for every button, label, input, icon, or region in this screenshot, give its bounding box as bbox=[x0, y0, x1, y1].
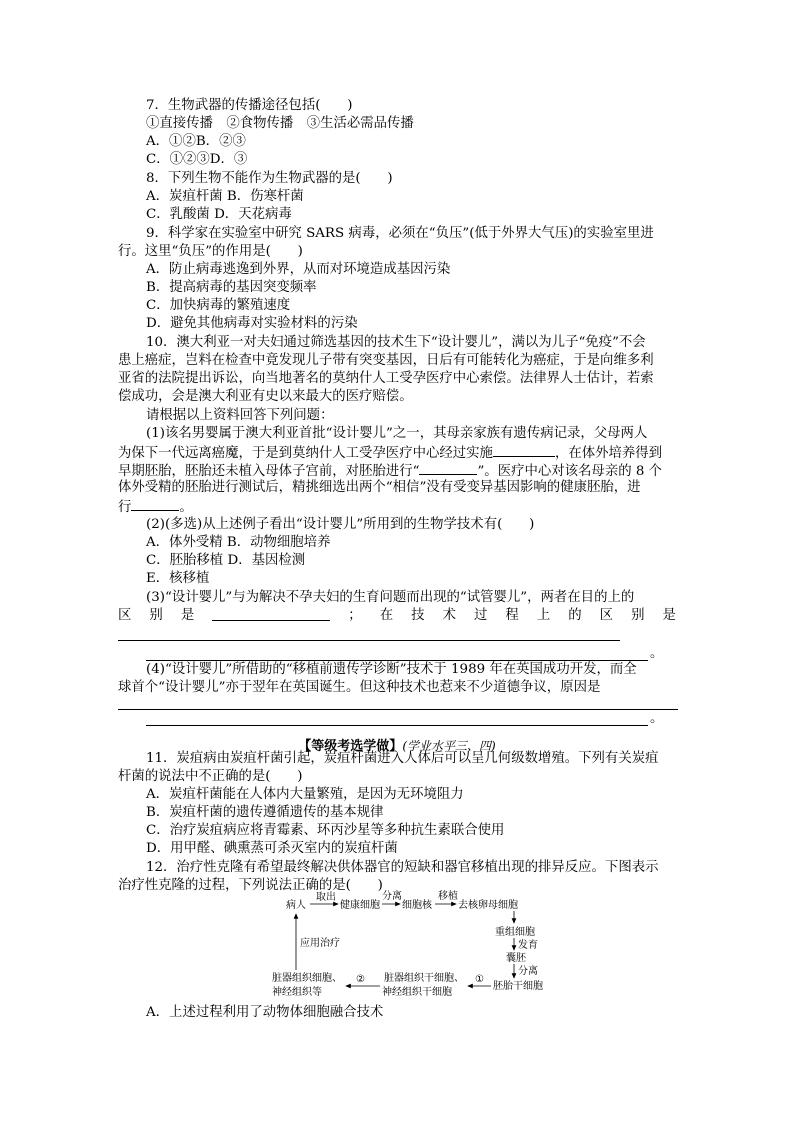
node-organ-stem-line1: 脏器组织干细胞、 bbox=[384, 973, 464, 984]
q8-stem: 8．下列生物不能作为生物武器的是( ) bbox=[146, 171, 393, 186]
q10-passage-line2: 患上癌症，岂料在检查中竟发现儿子带有突变基因，日后有可能转化为癌症，于是向维多利 bbox=[118, 353, 654, 368]
spaced-char: 区 bbox=[118, 608, 132, 623]
q11-choice-a: A．炭疽杆菌能在人体内大量繁殖，是因为无环境阻力 bbox=[146, 787, 464, 802]
therapeutic-cloning-diagram bbox=[260, 890, 560, 1002]
q9-choice-a: A．防止病毒逃逸到外界，从而对环境造成基因污染 bbox=[146, 262, 451, 277]
label-separate: 分离 bbox=[382, 891, 402, 902]
spaced-char: 术 bbox=[442, 608, 456, 623]
spaced-char: 是 bbox=[180, 608, 195, 623]
node-organ-stem-line2: 神经组织干细胞 bbox=[382, 987, 452, 998]
spaced-char: 区 bbox=[599, 608, 614, 623]
q10-sub1-text: 行 bbox=[118, 500, 132, 515]
q9-choice-b: B．提高病毒的基因突变频率 bbox=[146, 280, 317, 295]
q10-sub3-line1: (3)“设计婴儿”与为解决不孕夫妇的生育问题而出现的“试管婴儿”，两者在目的上的 bbox=[146, 590, 635, 605]
q10-sub1-line1: (1)该名男婴属于澳大利亚首批“设计婴儿”之一，其母亲家族有遗传病记录，父母两人 bbox=[146, 426, 648, 441]
node-healthy-cell: 健康细胞 bbox=[340, 900, 380, 911]
q10-sub1-line5 bbox=[118, 497, 193, 517]
q10-sub1-text: ，在体外培养得到 bbox=[554, 446, 663, 461]
q9-choice-d: D．避免其他病毒对实验材料的污染 bbox=[146, 316, 358, 331]
q10-sub1-text: 。 bbox=[179, 500, 193, 515]
answer-line[interactable] bbox=[118, 640, 620, 641]
q10-sub2-choice-e: E．核移植 bbox=[146, 571, 210, 586]
node-nucleus: 细胞核 bbox=[402, 900, 432, 911]
answer-blank[interactable] bbox=[131, 497, 179, 511]
q10-passage-line4: 偿成功，会是澳大利亚有史以来最大的医疗赔偿。 bbox=[118, 389, 413, 404]
label-separate: 分离 bbox=[518, 966, 538, 977]
q10-sub1-line3 bbox=[118, 461, 662, 481]
q10-sub3-line2 bbox=[118, 607, 676, 625]
label-develop: 发育 bbox=[518, 940, 538, 951]
spaced-char: 别 bbox=[631, 608, 645, 623]
answer-blank[interactable] bbox=[212, 607, 330, 621]
q11-choice-b: B．炭疽杆菌的遗传遵循遗传的基本规律 bbox=[146, 805, 384, 820]
q10-sub4-line1: (4)“设计婴儿”所借助的“移植前遗传学诊断”技术于 1989 年在英国成功开发，而全 bbox=[146, 662, 637, 677]
q10-sub1-text: ”。医疗中心对该名母亲的 8 个 bbox=[477, 464, 663, 479]
q10-sub2-stem: (2)(多选)从上述例子看出“设计婴儿”所用到的生物学技术有( ) bbox=[146, 517, 535, 532]
section-title: 【等级考选学做】 bbox=[298, 739, 403, 754]
period: 。 bbox=[650, 711, 664, 726]
q11-stem-line2: 杆菌的说法中不正确的是( ) bbox=[118, 769, 303, 784]
q10-prompt: 请根据以上资料回答下列问题： bbox=[146, 408, 334, 423]
answer-line[interactable] bbox=[146, 725, 648, 726]
node-patient: 病人 bbox=[286, 900, 306, 911]
q7-choices-ab: A．①②B．②③ bbox=[146, 134, 246, 149]
label-step-1: ① bbox=[475, 974, 484, 985]
period: 。 bbox=[650, 646, 664, 661]
q12-choice-a: A．上述过程利用了动物体细胞融合技术 bbox=[146, 1005, 384, 1020]
label-apply-therapy: 应用治疗 bbox=[300, 938, 340, 949]
semicolon: ； bbox=[348, 608, 362, 623]
q10-sub2-choices-cd: C．胚胎移植 D．基因检测 bbox=[146, 553, 306, 568]
q8-choices-ab: A．炭疽杆菌 B．伤寒杆菌 bbox=[146, 189, 304, 204]
spaced-char: 别 bbox=[149, 608, 163, 623]
node-enucleated-egg: 去核卵母细胞 bbox=[458, 900, 518, 911]
q10-passage-line3: 亚省的法院提出诉讼，向当地著名的莫纳什人工受孕医疗中心索偿。法律界人士估计，若索 bbox=[118, 371, 654, 386]
q11-choice-c: C．治疗炭疽病应将青霉素、环丙沙星等多种抗生素联合使用 bbox=[146, 823, 505, 838]
spaced-char: 上 bbox=[536, 608, 551, 623]
q7-choices-cd: C．①②③D．③ bbox=[146, 152, 248, 167]
q9-stem-line2: 行。这里“负压”的作用是( ) bbox=[118, 244, 303, 259]
q7-options: ①直接传播 ②食物传播 ③生活必需品传播 bbox=[146, 116, 414, 131]
spaced-char: 在 bbox=[379, 608, 394, 623]
q11-stem-line1: 11．炭疽病由炭疽杆菌引起，炭疽杆菌进入人体后可以呈几何级数增殖。下列有关炭疽 bbox=[146, 751, 659, 766]
q10-sub1-text: 早期胚胎，胚胎还未植入母体子宫前，对胚胎进行“ bbox=[118, 464, 420, 479]
answer-blank[interactable] bbox=[419, 461, 477, 475]
q12-stem-line2: 治疗性克隆的过程，下列说法正确的是( ) bbox=[118, 878, 383, 893]
q10-sub1-text: 为保下一代远离癌魔，于是到莫纳什人工受孕医疗中心经过实施 bbox=[118, 446, 493, 461]
answer-line[interactable] bbox=[118, 709, 678, 710]
node-recombinant-cell: 重组细胞 bbox=[495, 927, 535, 938]
answer-blank[interactable] bbox=[493, 443, 555, 457]
q11-choice-d: D．用甲醛、碘熏蒸可杀灭室内的炭疽杆菌 bbox=[146, 841, 398, 856]
q9-stem-line1: 9．科学家在实验室中研究 SARS 病毒，必须在“负压”(低于外界大气压)的实验室里进 bbox=[146, 226, 654, 241]
node-blastocyst: 囊胚 bbox=[506, 953, 526, 964]
spaced-char: 程 bbox=[505, 608, 519, 623]
q10-sub1-line4: 体外受精的胚胎进行测试后，精挑细选出两个“相信”没有受变异基因影响的健康胚胎，进 bbox=[118, 480, 641, 495]
q10-sub2-choices-ab: A．体外受精 B．动物细胞培养 bbox=[146, 535, 331, 550]
spaced-char: 技 bbox=[411, 608, 425, 623]
node-organ-cells-line2: 神经组织等 bbox=[272, 987, 322, 998]
q9-choice-c: C．加快病毒的繁殖速度 bbox=[146, 298, 291, 313]
q10-sub4-line2: 球首个“设计婴儿”亦于翌年在英国诞生。但这种技术也惹来不少道德争议，原因是 bbox=[118, 680, 601, 695]
node-organ-cells-line1: 脏器组织细胞、 bbox=[272, 973, 342, 984]
q12-stem-line1: 12．治疗性克隆有希望最终解决供体器官的短缺和器官移植出现的排异反应。下图表示 bbox=[146, 860, 659, 875]
spaced-char: 是 bbox=[662, 608, 676, 623]
spaced-char: 过 bbox=[473, 608, 488, 623]
label-transplant: 移植 bbox=[438, 891, 458, 902]
q8-choices-cd: C．乳酸菌 D．天花病毒 bbox=[146, 207, 292, 222]
spaced-char: 的 bbox=[568, 608, 582, 623]
q10-passage-line1: 10．澳大利亚一对夫妇通过筛选基因的技术生下“设计婴儿”，满以为儿子“免疫”不会 bbox=[146, 335, 646, 350]
label-step-2: ② bbox=[356, 974, 365, 985]
label-take: 取出 bbox=[316, 892, 336, 903]
q10-sub1-line2 bbox=[118, 443, 662, 463]
section-subtitle: (学业水平三、四) bbox=[402, 739, 496, 753]
q7-stem: 7．生物武器的传播途径包括( ) bbox=[146, 98, 353, 113]
node-embryonic-stem-cell: 胚胎干细胞 bbox=[493, 981, 543, 992]
